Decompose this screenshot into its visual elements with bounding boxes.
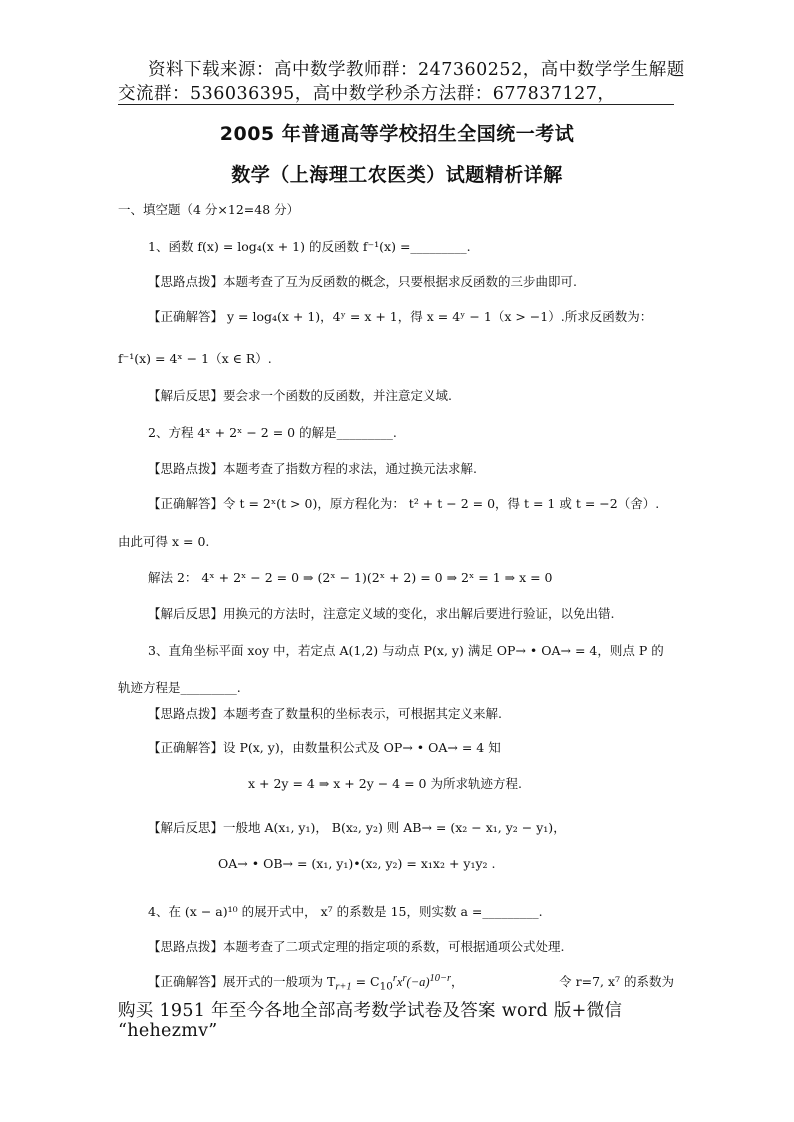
header-divider — [118, 104, 674, 105]
q1-question: 1、函数 f(x) = log₄(x + 1) 的反函数 f⁻¹(x) =_________. — [148, 239, 471, 254]
q3-question-cont: 轨迹方程是_________. — [118, 680, 241, 695]
footer-line-2: “hehezmv” — [118, 1021, 218, 1041]
q4-hint: 【思路点拨】本题考查了二项式定理的指定项的系数，可根据通项公式处理. — [148, 939, 565, 954]
q4-answer-right: 令 r=7, x⁷ 的系数为 — [559, 974, 674, 989]
q3-hint: 【思路点拨】本题考查了数量积的坐标表示，可根据其定义来解. — [148, 706, 502, 721]
q4-answer-term: $x^r(-a)^{10-r}$ — [396, 972, 452, 989]
q2-method2: 解法 2： 4ˣ + 2ˣ − 2 = 0 ⇒ (2ˣ − 1)(2ˣ + 2) = 0 ⇒ 2ˣ = 1 ⇒ x = 0 — [148, 570, 553, 585]
header-line-1: 资料下载来源：高中数学教师群：247360252，高中数学学生解题 — [148, 60, 685, 80]
q1-hint: 【思路点拨】本题考查了互为反函数的概念，只要根据求反函数的三步曲即可. — [148, 274, 577, 289]
q2-answer-cont: 由此可得 x = 0. — [118, 534, 210, 549]
header-line-2: 交流群：536036395，高中数学秒杀方法群：677837127， — [118, 84, 616, 104]
q3-question: 3、直角坐标平面 xoy 中，若定点 A(1,2) 与动点 P(x, y) 满足 OP→ • OA→ = 4，则点 P 的 — [148, 643, 664, 658]
q3-reflect: 【解后反思】一般地 A(x₁, y₁)， B(x₂, y₂) 则 AB→ = (x₂ − x₁, y₂ − y₁)， — [148, 820, 566, 835]
page-subtitle: 数学（上海理工农医类）试题精析详解 — [231, 164, 563, 186]
q1-reflect: 【解后反思】要会求一个函数的反函数，并注意定义域. — [148, 388, 452, 403]
q4-answer: 【正确解答】展开式的一般项为 $T_{r+1} = C_{10}^rx^r(-a)^{10-r}$， 令 r=7, x⁷ 的系数为 — [148, 972, 674, 993]
q3-reflect-equation: OA→ • OB→ = (x₁, y₁)•(x₂, y₂) = x₁x₂ + y₁y₂ . — [218, 856, 496, 871]
footer-line-1: 购买 1951 年至今各地全部高考数学试卷及答案 word 版+微信 — [118, 1001, 623, 1021]
q3-answer-equation: x + 2y = 4 ⇒ x + 2y − 4 = 0 为所求轨迹方程. — [248, 776, 522, 791]
section-heading: 一、填空题（4 分×12=48 分） — [118, 202, 300, 217]
q2-answer: 【正确解答】令 t = 2ˣ(t > 0)，原方程化为： t² + t − 2 = 0，得 t = 1 或 t = −2（舍）. — [148, 496, 660, 511]
q3-answer: 【正确解答】设 P(x, y)，由数量积公式及 OP→ • OA→ = 4 知 — [148, 740, 501, 755]
q4-subscript-10: 10 — [379, 980, 393, 993]
q4-superscript-r: r — [392, 972, 397, 984]
page-title: 2005 年普通高等学校招生全国统一考试 — [219, 123, 575, 145]
q2-hint: 【思路点拨】本题考查了指数方程的求法，通过换元法求解. — [148, 461, 477, 476]
q4-question: 4、在 (x − a)¹⁰ 的展开式中， x⁷ 的系数是 15，则实数 a =_________. — [148, 904, 543, 919]
q4-subscript-r1: r+1 — [335, 981, 352, 993]
q2-reflect: 【解后反思】用换元的方法时，注意定义域的变化，求出解后要进行验证，以免出错. — [148, 606, 615, 621]
q1-answer: 【正确解答】 y = log₄(x + 1)，4ʸ = x + 1，得 x = 4ʸ − 1（x > −1）.所求反函数为： — [148, 309, 653, 324]
q2-question: 2、方程 4ˣ + 2ˣ − 2 = 0 的解是_________. — [148, 425, 397, 440]
q1-answer-cont: f⁻¹(x) = 4ˣ − 1（x ∈ R）. — [118, 351, 272, 366]
q4-answer-mid: = C — [351, 974, 380, 989]
q4-answer-lead: 【正确解答】展开式的一般项为 T — [148, 974, 336, 989]
